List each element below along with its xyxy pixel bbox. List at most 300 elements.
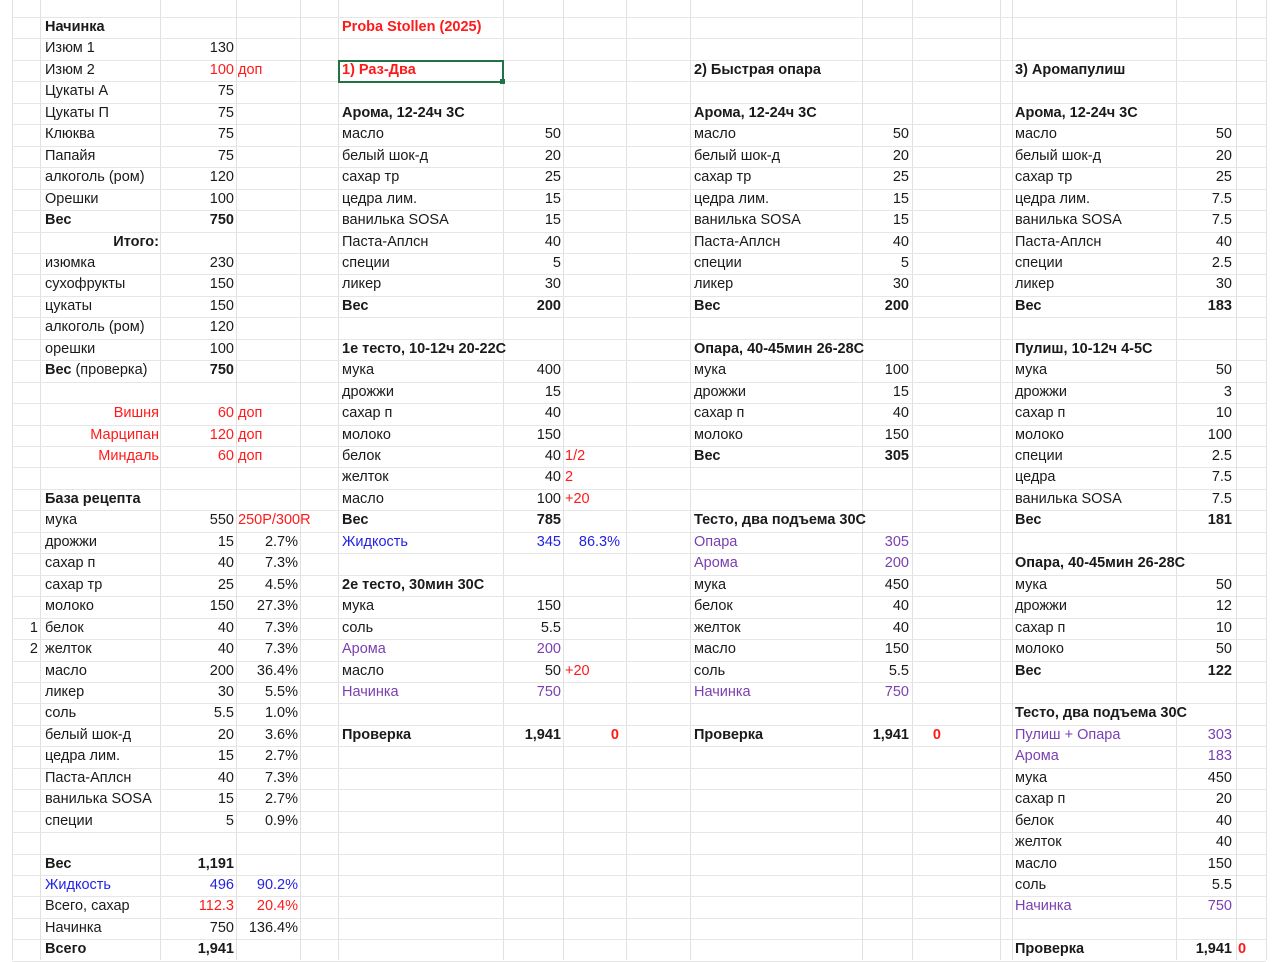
ingredient-note[interactable]: 2: [565, 469, 574, 485]
check-label[interactable]: Проверка: [1015, 941, 1085, 957]
ingredient-label[interactable]: масло: [342, 126, 384, 142]
ingredient-value[interactable]: 3: [1223, 384, 1232, 400]
ingredient-label[interactable]: ликер: [694, 276, 734, 292]
ingredient-label[interactable]: сахар п: [45, 555, 96, 571]
egg-count[interactable]: 1: [29, 620, 38, 636]
ingredient-label[interactable]: специи: [1015, 255, 1063, 271]
total-value[interactable]: 120: [209, 319, 234, 335]
ingredient-value[interactable]: 150: [536, 598, 561, 614]
ingredient-label[interactable]: белок: [45, 620, 84, 636]
filling-percent[interactable]: 136.4%: [248, 920, 298, 936]
ingredient-label[interactable]: белый шок-д: [45, 727, 132, 743]
method-title[interactable]: 2) Быстрая опара: [694, 62, 821, 78]
ingredient-value[interactable]: 40: [892, 620, 909, 636]
extra-value[interactable]: 120: [209, 427, 234, 443]
ingredient-label[interactable]: масло: [694, 126, 736, 142]
liquid-label[interactable]: Жидкость: [45, 877, 111, 893]
ingredient-value[interactable]: 750: [884, 684, 909, 700]
ingredient-note[interactable]: 1/2: [565, 448, 586, 464]
total-label[interactable]: алкоголь (ром): [45, 319, 145, 335]
weight-label[interactable]: Вес: [342, 512, 369, 528]
sugar-label[interactable]: Всего, сахар: [45, 898, 130, 914]
ingredient-value[interactable]: 40: [544, 405, 561, 421]
extra-note[interactable]: доп: [238, 448, 263, 464]
baker-percent[interactable]: 0.9%: [264, 813, 298, 829]
ingredient-label[interactable]: дрожжи: [342, 384, 394, 400]
ingredient-note[interactable]: +20: [565, 663, 590, 679]
section-header-sponge[interactable]: Опара, 40-45мин 26-28С: [1015, 555, 1186, 571]
ingredient-label[interactable]: дрожжи: [1015, 598, 1067, 614]
column-gridline: [338, 0, 339, 960]
extra-label[interactable]: Марципан: [90, 427, 159, 443]
ingredient-value[interactable]: 40: [892, 234, 909, 250]
section-header-dough2[interactable]: 2е тесто, 30мин 30С: [342, 577, 485, 593]
ingredient-value[interactable]: 750: [1207, 898, 1232, 914]
ingredient-value[interactable]: 5: [552, 255, 561, 271]
check-label[interactable]: Проверка: [342, 727, 412, 743]
ingredient-label[interactable]: желток: [45, 641, 92, 657]
ingredient-value[interactable]: 2.5: [1211, 448, 1232, 464]
column-gridline: [1012, 0, 1013, 960]
total-label[interactable]: орешки: [45, 341, 96, 357]
weight-value[interactable]: 122: [1207, 663, 1232, 679]
column-gridline: [690, 0, 691, 960]
ingredient-value[interactable]: 10: [1215, 405, 1232, 421]
filling-value[interactable]: 750: [209, 920, 234, 936]
section-header-poolish[interactable]: Пулиш, 10-12ч 4-5С: [1015, 341, 1153, 357]
weight-value[interactable]: 181: [1207, 512, 1232, 528]
ingredient-label[interactable]: Папайя: [45, 148, 96, 164]
egg-count[interactable]: 2: [29, 641, 38, 657]
method-title[interactable]: 3) Аромапулиш: [1015, 62, 1126, 78]
ingredient-value[interactable]: 25: [892, 169, 909, 185]
ingredient-value[interactable]: 40: [892, 405, 909, 421]
ingredient-value[interactable]: 50: [1215, 126, 1232, 142]
ingredient-label[interactable]: сахар тр: [45, 577, 103, 593]
ingredient-value[interactable]: 15: [544, 212, 561, 228]
total-value[interactable]: 230: [209, 255, 234, 271]
ingredient-label[interactable]: молоко: [45, 598, 94, 614]
ingredient-label[interactable]: масло: [1015, 126, 1057, 142]
ingredient-value[interactable]: 15: [544, 384, 561, 400]
ingredient-label[interactable]: цедра лим.: [45, 748, 121, 764]
ingredient-value[interactable]: 150: [209, 598, 234, 614]
weight-value[interactable]: 305: [884, 448, 909, 464]
ingredient-label[interactable]: Пулиш + Опара: [1015, 727, 1121, 743]
column-gridline: [1236, 0, 1237, 960]
ingredient-value[interactable]: 75: [217, 148, 234, 164]
check-weight-label[interactable]: [45, 360, 160, 381]
total-value[interactable]: 100: [209, 341, 234, 357]
ingredient-label[interactable]: мука: [694, 577, 727, 593]
ingredient-value[interactable]: 450: [1207, 770, 1232, 786]
ingredient-label[interactable]: Начинка: [1015, 898, 1072, 914]
ingredient-label[interactable]: сахар п: [342, 405, 393, 421]
weight-value[interactable]: 785: [536, 512, 561, 528]
ingredient-label[interactable]: мука: [342, 598, 375, 614]
ingredient-value[interactable]: 303: [1207, 727, 1232, 743]
ingredient-label[interactable]: Цукаты А: [45, 83, 109, 99]
ingredient-label[interactable]: дрожжи: [694, 384, 746, 400]
ingredient-label[interactable]: Изюм 2: [45, 62, 95, 78]
baker-percent[interactable]: 2.7%: [264, 534, 298, 550]
filling-label[interactable]: Начинка: [45, 920, 102, 936]
ingredient-label[interactable]: ликер: [1015, 276, 1055, 292]
ingredient-value[interactable]: 200: [536, 641, 561, 657]
ingredient-label[interactable]: мука: [342, 362, 375, 378]
ingredient-value[interactable]: 75: [217, 126, 234, 142]
ingredient-value[interactable]: 40: [544, 448, 561, 464]
ingredient-value[interactable]: 100: [209, 62, 234, 78]
column-gridline: [912, 0, 913, 960]
ingredient-value[interactable]: 75: [217, 83, 234, 99]
column-gridline: [40, 0, 41, 960]
ingredient-value[interactable]: 50: [1215, 577, 1232, 593]
ingredient-label[interactable]: соль: [1015, 877, 1047, 893]
ingredient-label[interactable]: специи: [1015, 448, 1063, 464]
check-value[interactable]: 1,941: [524, 727, 561, 743]
section-header-base[interactable]: База рецепта: [45, 491, 141, 507]
ingredient-value[interactable]: 7.5: [1211, 491, 1232, 507]
weight-label[interactable]: Вес: [342, 298, 369, 314]
baker-percent[interactable]: 2.7%: [264, 748, 298, 764]
ingredient-value[interactable]: 150: [1207, 856, 1232, 872]
extra-value[interactable]: 60: [217, 448, 234, 464]
ingredient-label[interactable]: Паста-Аплсн: [1015, 234, 1102, 250]
extra-label[interactable]: Миндаль: [98, 448, 159, 464]
ingredient-value[interactable]: 15: [892, 212, 909, 228]
ingredient-value[interactable]: 200: [209, 663, 234, 679]
ingredient-value[interactable]: 400: [536, 362, 561, 378]
extra-note[interactable]: доп: [238, 427, 263, 443]
ingredient-value[interactable]: 40: [217, 620, 234, 636]
ingredient-value[interactable]: 40: [544, 234, 561, 250]
baker-percent[interactable]: 36.4%: [256, 663, 298, 679]
ingredient-value[interactable]: 200: [884, 555, 909, 571]
weight-value[interactable]: 1,191: [197, 856, 234, 872]
weight-label[interactable]: Вес: [1015, 298, 1042, 314]
ingredient-label[interactable]: сахар тр: [694, 169, 752, 185]
ingredient-value[interactable]: 5.5: [1211, 877, 1232, 893]
ingredient-label[interactable]: сахар п: [694, 405, 745, 421]
baker-percent[interactable]: 27.3%: [256, 598, 298, 614]
ingredient-value[interactable]: 50: [1215, 641, 1232, 657]
ingredient-label[interactable]: Паста-Аплсн: [342, 234, 429, 250]
ingredient-label[interactable]: соль: [342, 620, 374, 636]
ingredient-value[interactable]: 50: [544, 126, 561, 142]
ingredient-value[interactable]: 15: [892, 191, 909, 207]
ingredient-label[interactable]: желток: [694, 620, 741, 636]
ingredient-label[interactable]: белок: [694, 598, 733, 614]
total-label[interactable]: Всего: [45, 941, 87, 957]
weight-label[interactable]: Вес: [694, 298, 721, 314]
ingredient-value[interactable]: 7.5: [1211, 212, 1232, 228]
ingredient-note[interactable]: доп: [238, 62, 263, 78]
ingredient-value[interactable]: 25: [1215, 169, 1232, 185]
ingredient-value[interactable]: 750: [536, 684, 561, 700]
weight-label[interactable]: Вес: [45, 212, 72, 228]
ingredient-value[interactable]: 150: [536, 427, 561, 443]
ingredient-label[interactable]: Начинка: [342, 684, 399, 700]
baker-percent[interactable]: 7.3%: [264, 620, 298, 636]
ingredient-label[interactable]: цедра лим.: [1015, 191, 1091, 207]
ingredient-label[interactable]: мука: [1015, 770, 1048, 786]
section-header-filling[interactable]: Начинка: [45, 19, 105, 35]
ingredient-label[interactable]: сахар п: [1015, 620, 1066, 636]
column-gridline: [626, 0, 627, 960]
ingredient-label[interactable]: мука: [1015, 577, 1048, 593]
ingredient-value[interactable]: 130: [209, 40, 234, 56]
ingredient-value[interactable]: 450: [884, 577, 909, 593]
ingredient-label[interactable]: Начинка: [694, 684, 751, 700]
weight-value[interactable]: 200: [536, 298, 561, 314]
ingredient-value[interactable]: 100: [536, 491, 561, 507]
ingredient-value[interactable]: 5.5: [540, 620, 561, 636]
weight-label[interactable]: Вес: [1015, 512, 1042, 528]
check-weight-value[interactable]: 750: [209, 362, 234, 378]
ingredient-label[interactable]: ванилька SOSA: [1015, 212, 1122, 228]
ingredient-label[interactable]: молоко: [694, 427, 743, 443]
ingredient-label[interactable]: молоко: [342, 427, 391, 443]
baker-percent[interactable]: 2.7%: [264, 791, 298, 807]
ingredient-value[interactable]: 12: [1215, 598, 1232, 614]
baker-percent[interactable]: 7.3%: [264, 555, 298, 571]
ingredient-value[interactable]: 15: [544, 191, 561, 207]
check-diff[interactable]: 0: [1238, 941, 1247, 957]
check-weight-label-bold: Вес: [45, 362, 72, 378]
ingredient-label[interactable]: Клюква: [45, 126, 95, 142]
ingredient-label[interactable]: Паста-Аплсн: [694, 234, 781, 250]
total-label[interactable]: цукаты: [45, 298, 93, 314]
ingredient-value[interactable]: 15: [217, 534, 234, 550]
weight-label[interactable]: Вес: [694, 448, 721, 464]
weight-label[interactable]: Вес: [45, 856, 72, 872]
ingredient-value[interactable]: 40: [892, 598, 909, 614]
ingredient-label[interactable]: ликер: [342, 276, 382, 292]
section-header-aroma[interactable]: Арома, 12-24ч 3С: [342, 105, 465, 121]
ingredient-value[interactable]: 120: [209, 169, 234, 185]
ingredient-value[interactable]: 30: [892, 276, 909, 292]
ingredient-value[interactable]: 15: [217, 748, 234, 764]
ingredient-label[interactable]: Опара: [694, 534, 738, 550]
ingredient-label[interactable]: Арома: [342, 641, 386, 657]
total-value[interactable]: 150: [209, 298, 234, 314]
ingredient-value[interactable]: 30: [217, 684, 234, 700]
check-weight-label-rest: (проверка): [71, 362, 148, 378]
ingredient-value[interactable]: 150: [884, 427, 909, 443]
selected-cell-outline[interactable]: [338, 60, 504, 83]
ingredient-value[interactable]: 20: [1215, 148, 1232, 164]
ingredient-label[interactable]: мука: [45, 512, 78, 528]
ingredient-value[interactable]: 20: [544, 148, 561, 164]
ingredient-label[interactable]: сахар п: [1015, 791, 1066, 807]
ingredient-label[interactable]: мука: [1015, 362, 1048, 378]
liquid-value[interactable]: 496: [209, 877, 234, 893]
column-gridline: [300, 0, 301, 960]
section-header-aroma[interactable]: Арома, 12-24ч 3С: [694, 105, 817, 121]
baker-percent[interactable]: 7.3%: [264, 770, 298, 786]
liquid-percent[interactable]: 86.3%: [578, 534, 620, 550]
ingredient-value[interactable]: 5.5: [213, 705, 234, 721]
ingredient-label[interactable]: цедра лим.: [342, 191, 418, 207]
check-value[interactable]: 1,941: [1195, 941, 1232, 957]
liquid-label[interactable]: Жидкость: [342, 534, 408, 550]
ingredient-label[interactable]: мука: [694, 362, 727, 378]
ingredient-value[interactable]: 50: [1215, 362, 1232, 378]
ingredient-label[interactable]: белок: [1015, 813, 1054, 829]
ingredient-label[interactable]: ванилька SOSA: [342, 212, 449, 228]
ingredient-value[interactable]: 20: [892, 148, 909, 164]
ingredient-value[interactable]: 7.5: [1211, 469, 1232, 485]
ingredient-value[interactable]: 40: [1215, 813, 1232, 829]
ingredient-label[interactable]: масло: [694, 641, 736, 657]
total-value[interactable]: 150: [209, 276, 234, 292]
column-gridline: [1266, 0, 1267, 960]
ingredient-value[interactable]: 150: [884, 641, 909, 657]
ingredient-label[interactable]: сахар п: [1015, 405, 1066, 421]
ingredient-value[interactable]: 5: [900, 255, 909, 271]
ingredient-value[interactable]: 10: [1215, 620, 1232, 636]
ingredient-label[interactable]: ликер: [45, 684, 85, 700]
ingredient-label[interactable]: специи: [45, 813, 93, 829]
baker-percent[interactable]: 7.3%: [264, 641, 298, 657]
ingredient-label[interactable]: соль: [45, 705, 77, 721]
ingredient-value[interactable]: 40: [544, 469, 561, 485]
ingredient-label[interactable]: белок: [342, 448, 381, 464]
ingredient-label[interactable]: Паста-Аплсн: [45, 770, 132, 786]
ingredient-label[interactable]: желток: [342, 469, 389, 485]
ingredient-value[interactable]: 2.5: [1211, 255, 1232, 271]
ingredient-label[interactable]: цедра: [1015, 469, 1056, 485]
ingredient-label[interactable]: молоко: [1015, 427, 1064, 443]
ingredient-value[interactable]: 75: [217, 105, 234, 121]
ingredient-label[interactable]: масло: [1015, 856, 1057, 872]
ingredient-label[interactable]: сахар тр: [342, 169, 400, 185]
liquid-value[interactable]: 345: [536, 534, 561, 550]
liquid-percent[interactable]: 90.2%: [256, 877, 298, 893]
ingredient-value[interactable]: 30: [1215, 276, 1232, 292]
ingredient-label[interactable]: ванилька SOSA: [694, 212, 801, 228]
column-gridline: [12, 0, 13, 960]
ingredient-label[interactable]: алкоголь (ром): [45, 169, 145, 185]
ingredient-value[interactable]: 40: [1215, 234, 1232, 250]
ingredient-value[interactable]: 550: [209, 512, 234, 528]
ingredient-value[interactable]: 40: [217, 555, 234, 571]
ingredient-label[interactable]: дрожжи: [1015, 384, 1067, 400]
weight-value[interactable]: 200: [884, 298, 909, 314]
ingredient-label[interactable]: Арома: [694, 555, 738, 571]
baker-percent[interactable]: 4.5%: [264, 577, 298, 593]
weight-value[interactable]: 750: [209, 212, 234, 228]
method-title[interactable]: 1) Раз-Два: [342, 62, 416, 78]
baker-percent[interactable]: 5.5%: [264, 684, 298, 700]
ingredient-value[interactable]: 30: [544, 276, 561, 292]
ingredient-label[interactable]: соль: [694, 663, 726, 679]
ingredient-value[interactable]: 20: [1215, 791, 1232, 807]
section-header-aroma[interactable]: Арома, 12-24ч 3С: [1015, 105, 1138, 121]
ingredient-value[interactable]: 50: [892, 126, 909, 142]
ingredient-value[interactable]: 15: [892, 384, 909, 400]
ingredient-value[interactable]: 40: [217, 641, 234, 657]
ingredient-label[interactable]: Цукаты П: [45, 105, 109, 121]
ingredient-label[interactable]: специи: [342, 255, 390, 271]
total-label[interactable]: изюмка: [45, 255, 96, 271]
weight-value[interactable]: 183: [1207, 298, 1232, 314]
extra-label[interactable]: Вишня: [113, 405, 159, 421]
extra-note[interactable]: доп: [238, 405, 263, 421]
ingredient-value[interactable]: 100: [884, 362, 909, 378]
ingredient-label[interactable]: ванилька SOSA: [45, 791, 152, 807]
ingredient-label[interactable]: масло: [342, 491, 384, 507]
section-header-dough[interactable]: Тесто, два подъема 30С: [1015, 705, 1188, 721]
check-diff[interactable]: 0: [932, 727, 941, 743]
ingredient-label[interactable]: Арома: [1015, 748, 1059, 764]
ingredient-label[interactable]: цедра лим.: [694, 191, 770, 207]
ingredient-value[interactable]: 20: [217, 727, 234, 743]
weight-label[interactable]: Вес: [1015, 663, 1042, 679]
ingredient-label[interactable]: молоко: [1015, 641, 1064, 657]
ingredient-value[interactable]: 100: [1207, 427, 1232, 443]
section-header-dough[interactable]: Тесто, два подъема 30С: [694, 512, 867, 528]
check-diff[interactable]: 0: [610, 727, 619, 743]
ingredient-label[interactable]: белый шок-д: [1015, 148, 1102, 164]
ingredient-label[interactable]: Орешки: [45, 191, 99, 207]
ingredient-value[interactable]: 50: [544, 663, 561, 679]
ingredient-label[interactable]: сахар тр: [1015, 169, 1073, 185]
ingredient-label[interactable]: Изюм 1: [45, 40, 95, 56]
section-header-sponge[interactable]: Опара, 40-45мин 26-28С: [694, 341, 865, 357]
ingredient-label[interactable]: масло: [45, 663, 87, 679]
ingredient-value[interactable]: 15: [217, 791, 234, 807]
ingredient-value[interactable]: 305: [884, 534, 909, 550]
ingredient-value[interactable]: 5: [225, 813, 234, 829]
ingredient-label[interactable]: дрожжи: [45, 534, 97, 550]
section-header-dough1[interactable]: 1е тесто, 10-12ч 20-22С: [342, 341, 507, 357]
totals-header[interactable]: Итого:: [113, 234, 159, 250]
ingredient-label[interactable]: ванилька SOSA: [1015, 491, 1122, 507]
ingredient-value[interactable]: 100: [209, 191, 234, 207]
ingredient-value[interactable]: 25: [544, 169, 561, 185]
column-gridline: [563, 0, 564, 960]
ingredient-value[interactable]: 40: [217, 770, 234, 786]
ingredient-label[interactable]: белый шок-д: [342, 148, 429, 164]
total-label[interactable]: сухофрукты: [45, 276, 126, 292]
ingredient-label[interactable]: масло: [342, 663, 384, 679]
ingredient-label[interactable]: желток: [1015, 834, 1062, 850]
ingredient-value[interactable]: 183: [1207, 748, 1232, 764]
ingredient-value[interactable]: 7.5: [1211, 191, 1232, 207]
ingredient-value[interactable]: 5.5: [888, 663, 909, 679]
sugar-percent[interactable]: 20.4%: [256, 898, 298, 914]
extra-value[interactable]: 60: [217, 405, 234, 421]
baker-percent[interactable]: 3.6%: [264, 727, 298, 743]
ingredient-value[interactable]: 25: [217, 577, 234, 593]
ingredient-value[interactable]: 40: [1215, 834, 1232, 850]
sugar-value[interactable]: 112.3: [198, 898, 234, 914]
baker-percent[interactable]: 1.0%: [264, 705, 298, 721]
check-value[interactable]: 1,941: [872, 727, 909, 743]
row-gridline: [12, 17, 1266, 18]
check-label[interactable]: Проверка: [694, 727, 764, 743]
ingredient-label[interactable]: специи: [694, 255, 742, 271]
ingredient-label[interactable]: белый шок-д: [694, 148, 781, 164]
sheet-title[interactable]: Proba Stollen (2025): [342, 19, 482, 35]
flour-note[interactable]: 250P/300R: [238, 512, 311, 528]
total-value[interactable]: 1,941: [197, 941, 234, 957]
ingredient-note[interactable]: +20: [565, 491, 590, 507]
column-gridline: [1000, 0, 1001, 960]
fill-handle[interactable]: [500, 79, 505, 84]
